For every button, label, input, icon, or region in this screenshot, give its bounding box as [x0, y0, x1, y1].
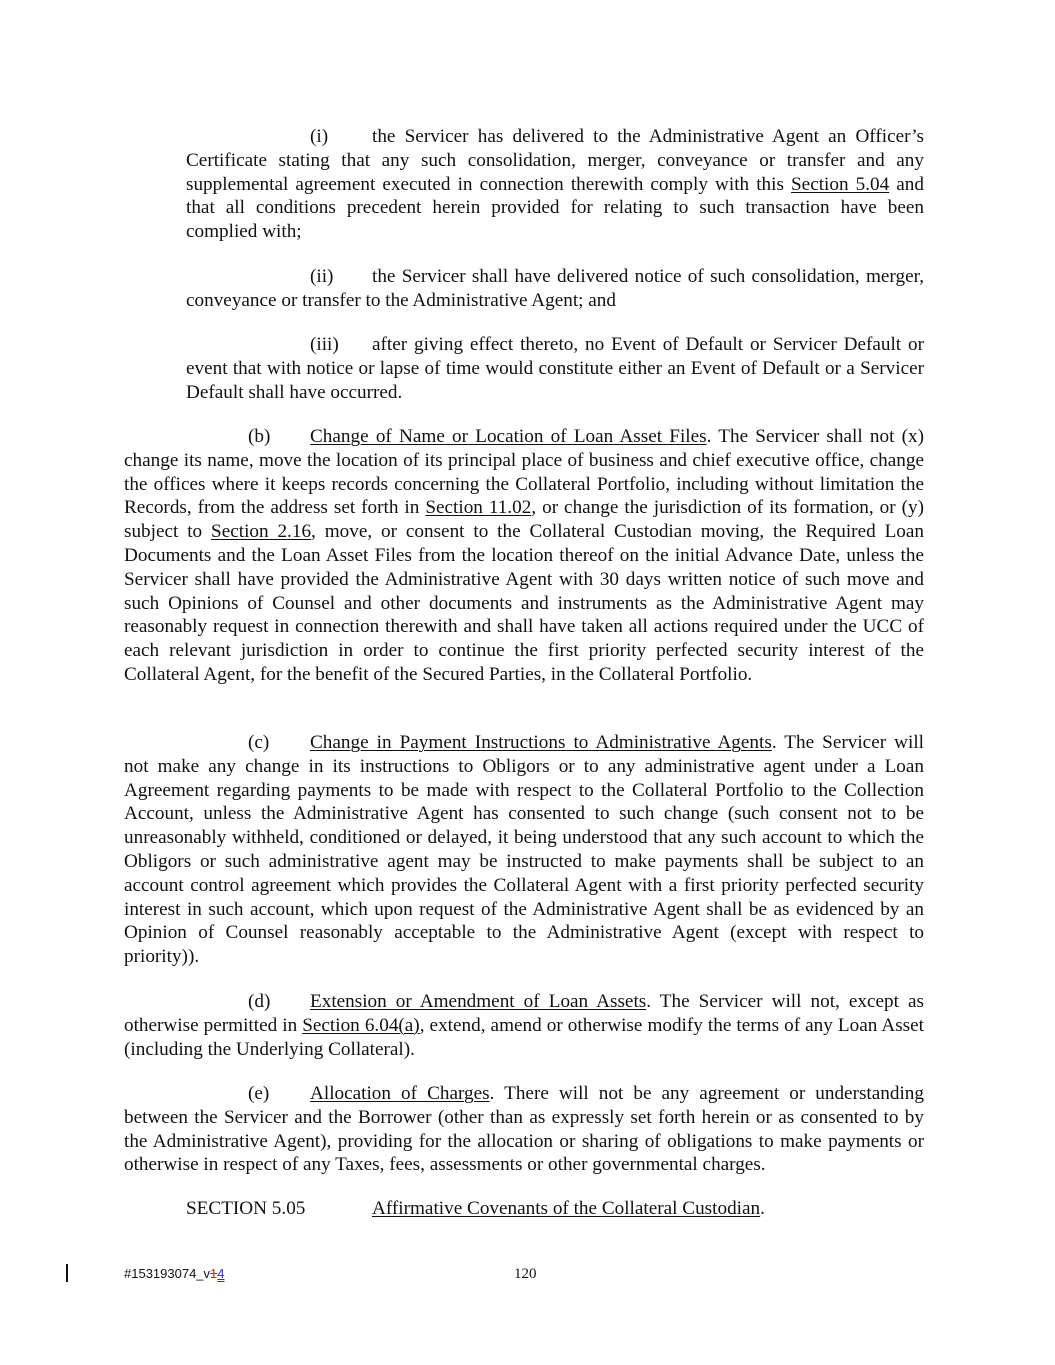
section-title-period: .	[760, 1198, 765, 1219]
paragraph-number: (e)	[248, 1083, 270, 1104]
paragraph-i	[186, 125, 924, 244]
section-reference-link[interactable]: Section 6.04(a)	[302, 1014, 420, 1036]
paragraph-text: after giving effect thereto, no Event of Default or Servicer Default or event that with notice or lapse of time would constitute either an Event of Default or a Servicer Default shall have occurred.	[186, 334, 924, 403]
paragraph-number: (c)	[248, 732, 270, 753]
section-reference-link[interactable]: Section 5.04	[791, 173, 890, 195]
section-reference-link[interactable]: Section 2.16	[211, 521, 312, 543]
paragraph-number: (iii)	[310, 334, 339, 355]
section-number: SECTION 5.05	[186, 1198, 306, 1219]
page-number: 120	[514, 1266, 537, 1282]
section-title: Affirmative Covenants of the Collateral Custodian	[372, 1198, 761, 1219]
paragraph-text: and that all conditions precedent herein provided for relating to such transaction have been complied with;	[186, 173, 924, 243]
paragraph-text: . The Servicer shall not (x) change its name, move the location of its principal place of business and chief executive office, change the offices where it keeps records concerning the Collateral Portfolio, including without limitation the Records, from the address set forth in	[124, 426, 924, 519]
paragraph-text: , or change the jurisdiction of its formation, or (y) subject to	[124, 497, 924, 543]
paragraph-text: the Servicer shall have delivered notice of such consolidation, merger, conveyance or transfer to the Administrative Agent; and	[186, 266, 924, 311]
document-id	[124, 1266, 225, 1282]
paragraph-e	[124, 1082, 924, 1177]
paragraph-number: (ii)	[310, 266, 334, 287]
paragraph-text: . There will not be any agreement or understanding between the Servicer and the Borrower (other than as expressly set forth herein or as consented to by the Administrative Agent), providing for the allocation or sharing of obligations to make payments or otherwise in respect of any Taxes, fees, assessments or other governmental charges.	[124, 1083, 924, 1176]
paragraph-iii	[186, 333, 924, 404]
paragraph-number: (b)	[248, 426, 271, 447]
paragraph-title: Extension or Amendment of Loan Assets	[310, 991, 647, 1012]
section-heading	[186, 1197, 765, 1221]
paragraph-ii	[186, 265, 924, 313]
document-id-prefix: #153193074_v	[124, 1266, 211, 1281]
version-deleted: 1	[210, 1266, 218, 1281]
page-footer	[0, 1264, 1055, 1286]
paragraph-title: Change in Payment Instructions to Administrative Agents	[310, 732, 772, 753]
paragraph-text: , extend, amend or otherwise modify the terms of any Loan Asset (including the Underlying Collateral).	[124, 1014, 924, 1060]
version-inserted: 4	[217, 1266, 225, 1281]
paragraph-text: the Servicer has delivered to the Administrative Agent an Officer’s Certificate stating that any such consolidation, merger, conveyance or transfer and any supplemental agreement executed in connection therewith comply with this	[186, 126, 924, 195]
paragraph-text: , move, or consent to the Collateral Custodian moving, the Required Loan Documents and the Loan Asset Files from the location thereof on the initial Advance Date, unless the Servicer shall have provided the Administrative Agent with 30 days written notice of such move and such Opinions of Counsel and other documents and instruments as the Administrative Agent may reasonably request in connection therewith and shall have taken all actions required under the UCC of each relevant jurisdiction in order to continue the first priority perfected security interest of the Collateral Agent, for the benefit of the Secured Parties, in the Collateral Portfolio.	[124, 521, 924, 685]
paragraph-title: Change of Name or Location of Loan Asset Files	[310, 426, 707, 447]
paragraph-title: Allocation of Charges	[310, 1083, 490, 1104]
change-bar-marker	[66, 1264, 68, 1282]
paragraph-text: . The Servicer will not make any change in its instructions to Obligors or to any administrative agent under a Loan Agreement regarding payments to be made with respect to the Collateral Portfolio to the Collection Account, unless the Administrative Agent has consented to such change (such consent not to be unreasonably withheld, conditioned or delayed, it being understood that any such account to which the Obligors or such administrative agent may be instructed to make payments shall be subject to an account control agreement which provides the Collateral Agent with a first priority perfected security interest in such account, which upon request of the Administrative Agent shall be as evidenced by an Opinion of Counsel reasonably acceptable to the Administrative Agent (except with respect to priority)).	[124, 732, 924, 968]
section-reference-link[interactable]: Section 11.02	[425, 497, 532, 519]
paragraph-number: (i)	[310, 126, 329, 147]
paragraph-number: (d)	[248, 991, 271, 1012]
paragraph-c	[124, 731, 924, 969]
paragraph-text: . The Servicer will not, except as otherwise permitted in	[124, 991, 925, 1036]
paragraph-d	[124, 990, 924, 1061]
paragraph-b	[124, 425, 924, 687]
